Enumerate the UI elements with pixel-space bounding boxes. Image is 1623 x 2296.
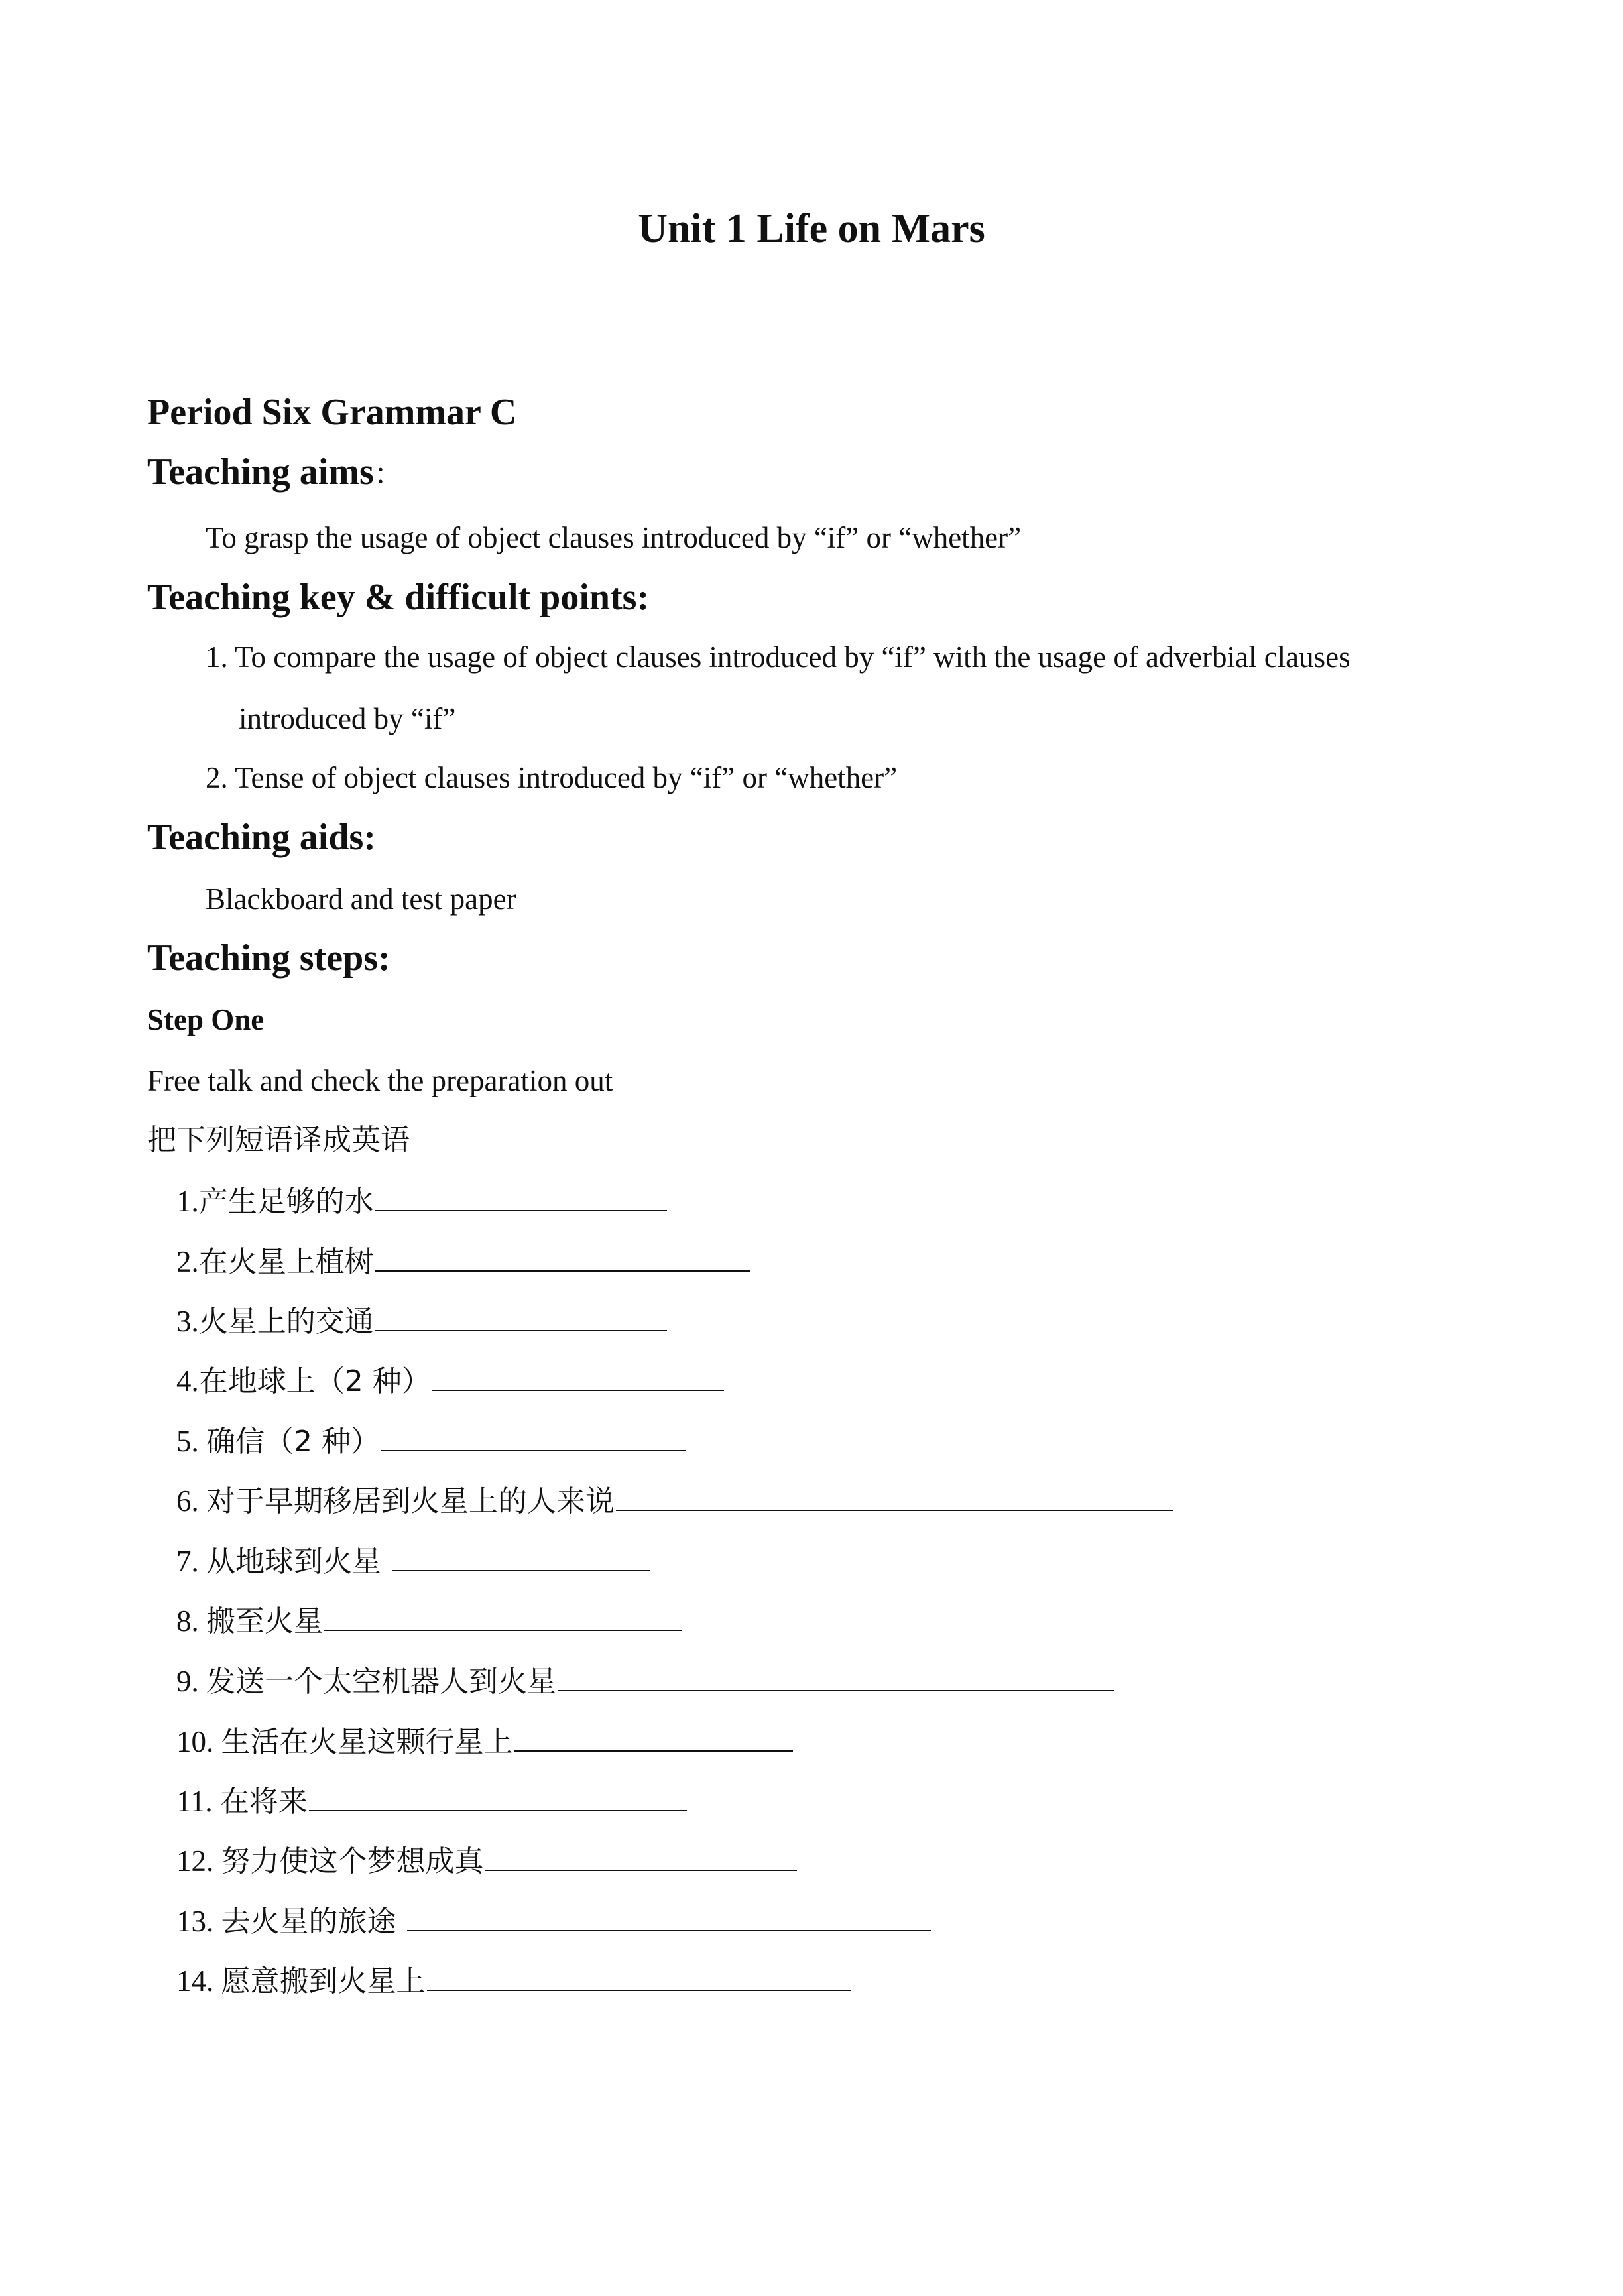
answer-blank[interactable] <box>375 1181 667 1211</box>
exercise-text: 确信（2 种） <box>206 1425 380 1459</box>
aims-heading-line <box>147 449 403 498</box>
exercise-number: 9. <box>176 1665 206 1698</box>
exercise-text: 搬至火星 <box>206 1604 323 1638</box>
exercise-text: 对于早期移居到火星上的人来说 <box>206 1484 615 1518</box>
translation-instruction: 把下列短语译成英语 <box>147 1123 410 1157</box>
exercise-item <box>176 1601 682 1642</box>
answer-blank[interactable] <box>407 1901 931 1931</box>
exercise-number: 4. <box>176 1364 199 1398</box>
exercise-item <box>176 1901 931 1942</box>
exercise-number: 6. <box>176 1484 206 1518</box>
aims-heading: Teaching aims <box>147 452 374 493</box>
exercise-text: 去火星的旅途 <box>221 1905 406 1939</box>
answer-blank[interactable] <box>432 1360 724 1391</box>
exercise-item <box>176 1480 1173 1522</box>
exercise-text: 在地球上（2 种） <box>198 1364 431 1398</box>
exercise-number: 1. <box>176 1185 199 1218</box>
exercise-number: 8. <box>176 1604 206 1638</box>
exercise-text: 努力使这个梦想成真 <box>221 1844 484 1878</box>
exercise-text: 在将来 <box>219 1785 308 1819</box>
answer-blank[interactable] <box>485 1841 797 1871</box>
key-point-1-line-1: 1. To compare the usage of object clauses introduced by “if” with the usage of adverbial clauses <box>206 640 1351 674</box>
aims-text: To grasp the usage of object clauses introduced by “if” or “whether” <box>206 521 1022 554</box>
exercise-item <box>176 1360 724 1402</box>
exercise-item <box>176 1781 687 1822</box>
answer-blank[interactable] <box>309 1781 687 1811</box>
exercise-text: 火星上的交通 <box>198 1305 374 1339</box>
answer-blank[interactable] <box>324 1601 682 1631</box>
exercise-item <box>176 1661 1114 1702</box>
answer-blank[interactable] <box>381 1421 686 1451</box>
exercise-number: 10. <box>176 1725 221 1758</box>
exercise-number: 3. <box>176 1305 199 1338</box>
exercise-number: 7. <box>176 1545 206 1578</box>
answer-blank[interactable] <box>392 1541 650 1571</box>
aids-heading: Teaching aids: <box>147 817 376 858</box>
answer-blank[interactable] <box>427 1961 851 1991</box>
aids-text: Blackboard and test paper <box>206 882 516 916</box>
exercise-item <box>176 1541 650 1582</box>
steps-heading: Teaching steps: <box>147 937 391 979</box>
aims-heading-colon: ： <box>373 457 403 491</box>
exercise-text: 生活在火星这颗行星上 <box>221 1725 513 1759</box>
period-heading: Period Six Grammar C <box>147 392 517 433</box>
exercise-number: 5. <box>176 1425 206 1458</box>
key-point-2: 2. Tense of object clauses introduced by “if” or “whether” <box>206 761 898 794</box>
answer-blank[interactable] <box>616 1480 1173 1511</box>
exercise-number: 2. <box>176 1245 199 1278</box>
answer-blank[interactable] <box>514 1721 793 1752</box>
exercise-number: 14. <box>176 1964 221 1998</box>
exercise-text: 产生足够的水 <box>198 1185 374 1219</box>
key-points-heading: Teaching key & difficult points: <box>147 577 650 618</box>
exercise-number: 13. <box>176 1905 221 1938</box>
exercise-item <box>176 1721 793 1762</box>
exercise-item <box>176 1181 667 1222</box>
exercise-text: 发送一个太空机器人到火星 <box>206 1665 556 1699</box>
key-point-1-line-2: introduced by “if” <box>239 702 456 735</box>
answer-blank[interactable] <box>375 1301 667 1331</box>
answer-blank[interactable] <box>558 1661 1114 1691</box>
exercise-number: 11. <box>176 1785 220 1818</box>
exercise-item <box>176 1961 851 2002</box>
exercise-item <box>176 1421 686 1462</box>
step-one-intro: Free talk and check the preparation out <box>147 1064 613 1097</box>
exercise-number: 12. <box>176 1844 221 1878</box>
exercise-text: 在火星上植树 <box>198 1245 374 1279</box>
exercise-text: 愿意搬到火星上 <box>221 1964 426 1998</box>
exercise-item <box>176 1241 750 1282</box>
document-title: Unit 1 Life on Mars <box>638 206 985 251</box>
exercise-item <box>176 1841 797 1882</box>
exercise-text: 从地球到火星 <box>206 1545 391 1579</box>
answer-blank[interactable] <box>375 1241 750 1272</box>
step-one-label: Step One <box>147 1003 265 1036</box>
exercise-item <box>176 1301 667 1342</box>
